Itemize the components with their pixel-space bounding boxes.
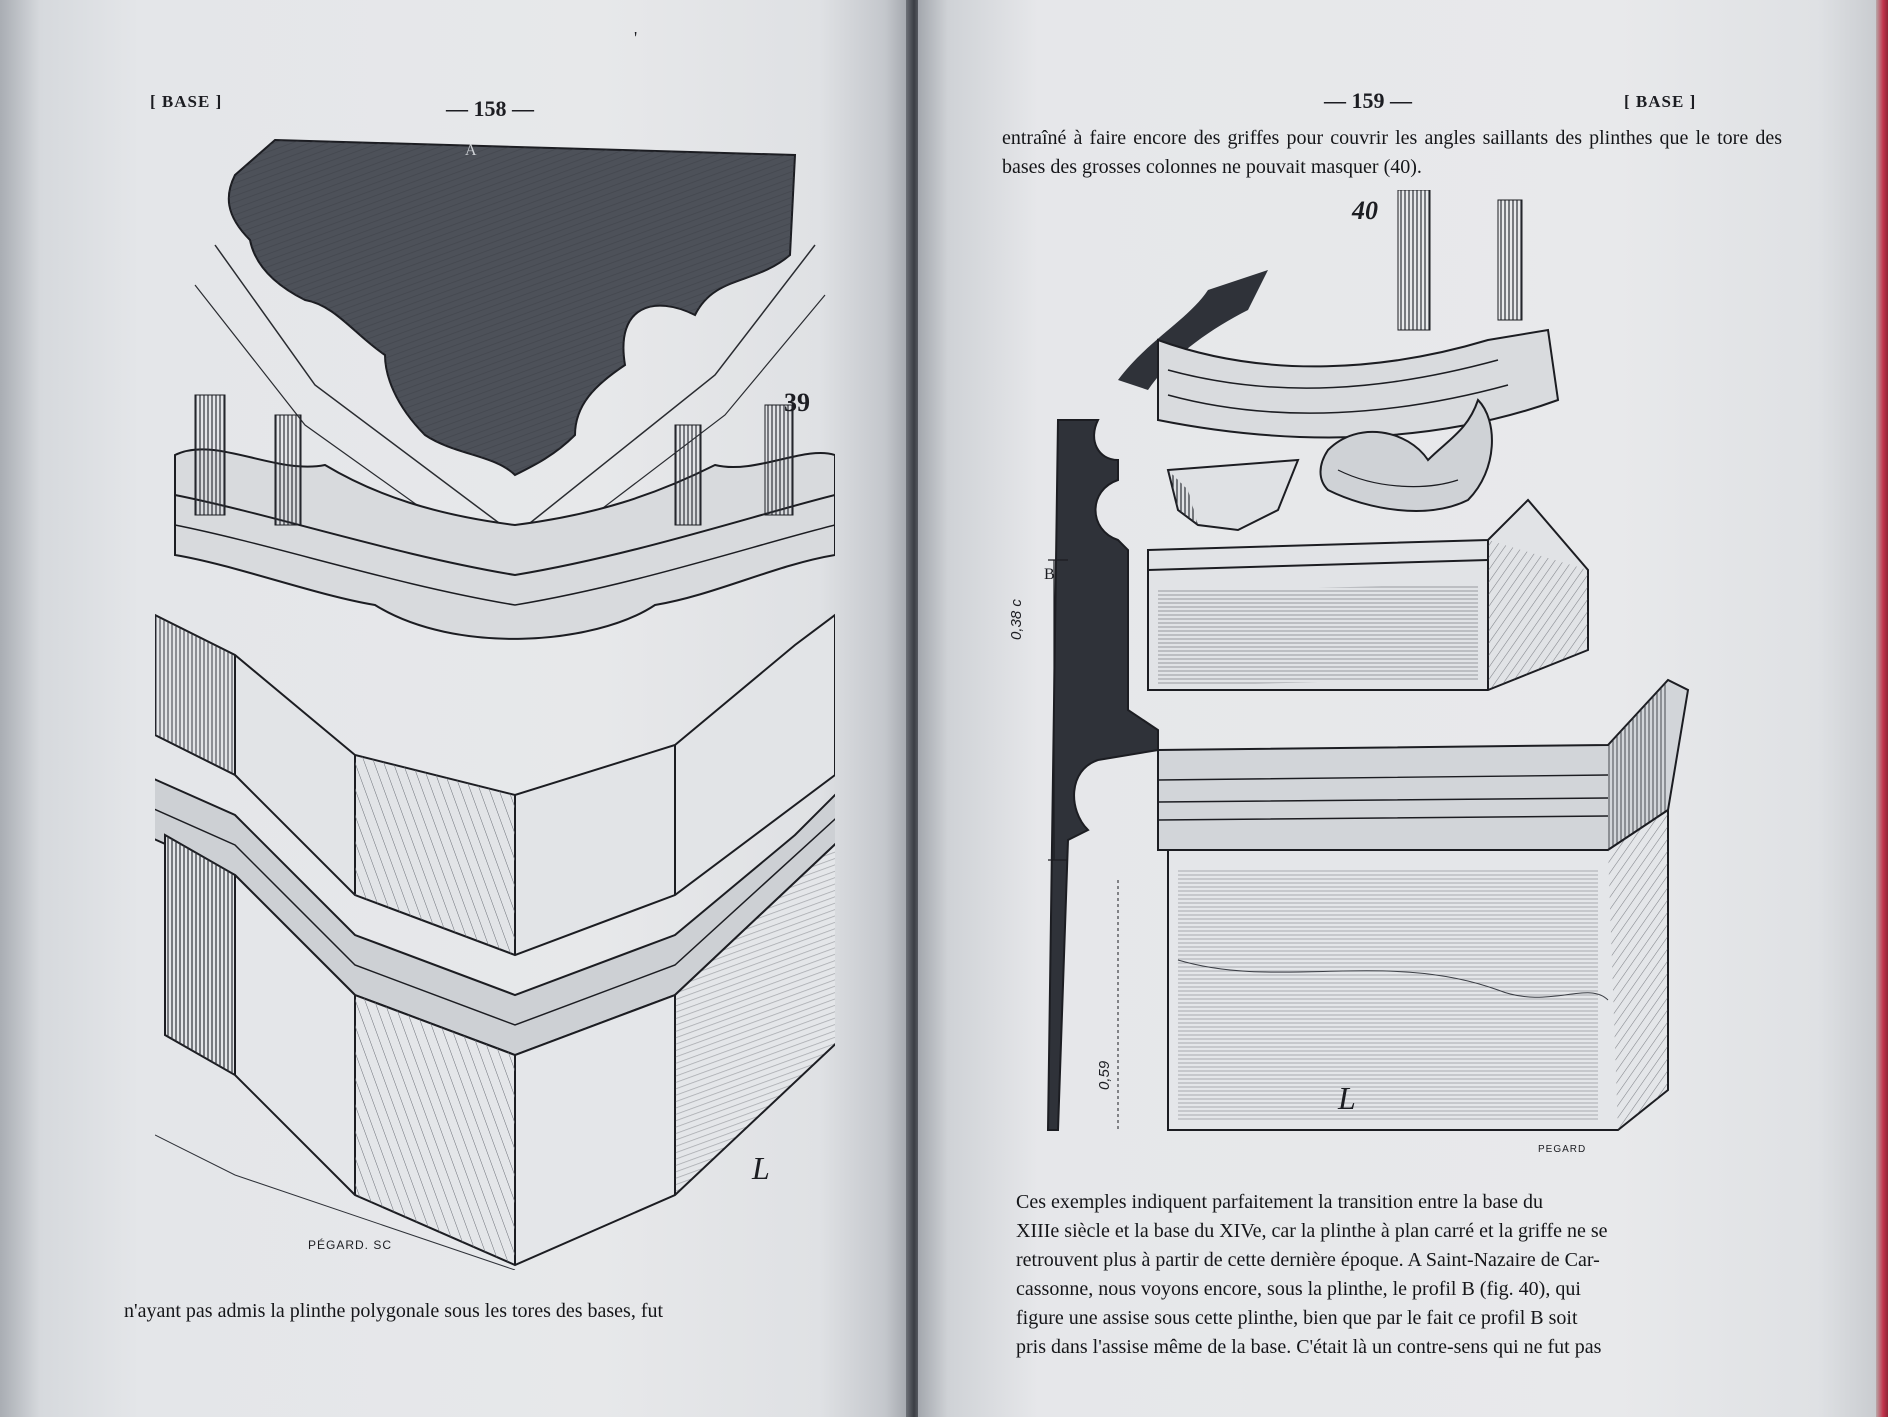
text-line: pris dans l'assise même de la base. C'était là un contre-sens qui ne fut pas [1016,1336,1602,1358]
dimension-lower: 0,59 [1096,1060,1113,1090]
text-line: figure une assise sous cette plinthe, bien que par le fait ce profil B soit [1016,1307,1578,1329]
engraving-figure-39 [155,135,835,1270]
page-text-bottom [1016,1188,1800,1362]
text-line: XIIIe siècle et la base du XIVe, car la plinthe à plan carré et la griffe ne se [1016,1220,1608,1242]
engraving-figure-40 [1028,190,1818,1150]
page-number: — 159 — [1324,88,1412,113]
right-page [918,0,1876,1417]
book-edge [1876,0,1888,1417]
engraver-credit: PEGARD [1538,1144,1587,1155]
header-tag: [ BASE ] [1624,92,1697,111]
figure-letter: A [465,142,477,159]
engraver-monogram: L [752,1150,770,1186]
profile-label-b: B [1044,566,1055,583]
tick-mark: ' [634,28,638,48]
figure-number: 40 [1352,196,1378,225]
text-line: cassonne, nous voyons encore, sous la plinthe, le profil B (fig. 40), qui [1016,1278,1581,1300]
text-line: Ces exemples indiquent parfaitement la transition entre la base du [1016,1191,1544,1213]
page-text: n'ayant pas admis la plinthe polygonale sous les tores des bases, fut [124,1300,664,1322]
page-number: — 158 — [446,96,534,121]
page-text-top: entraîné à faire encore des griffes pour couvrir les angles saillants des plinthes que le tore des bases des grosses colonnes ne pouvait masquer (40). [1002,127,1782,178]
engraver-credit: PÉGARD. SC [308,1238,393,1252]
left-page [0,0,912,1417]
engraver-monogram: L [1338,1080,1356,1116]
header-tag: [ BASE ] [150,92,223,111]
figure-number: 39 [784,388,810,417]
dimension-upper: 0,38 c [1008,599,1025,640]
text-line: retrouvent plus à partir de cette dernière époque. A Saint-Nazaire de Car- [1016,1249,1600,1271]
